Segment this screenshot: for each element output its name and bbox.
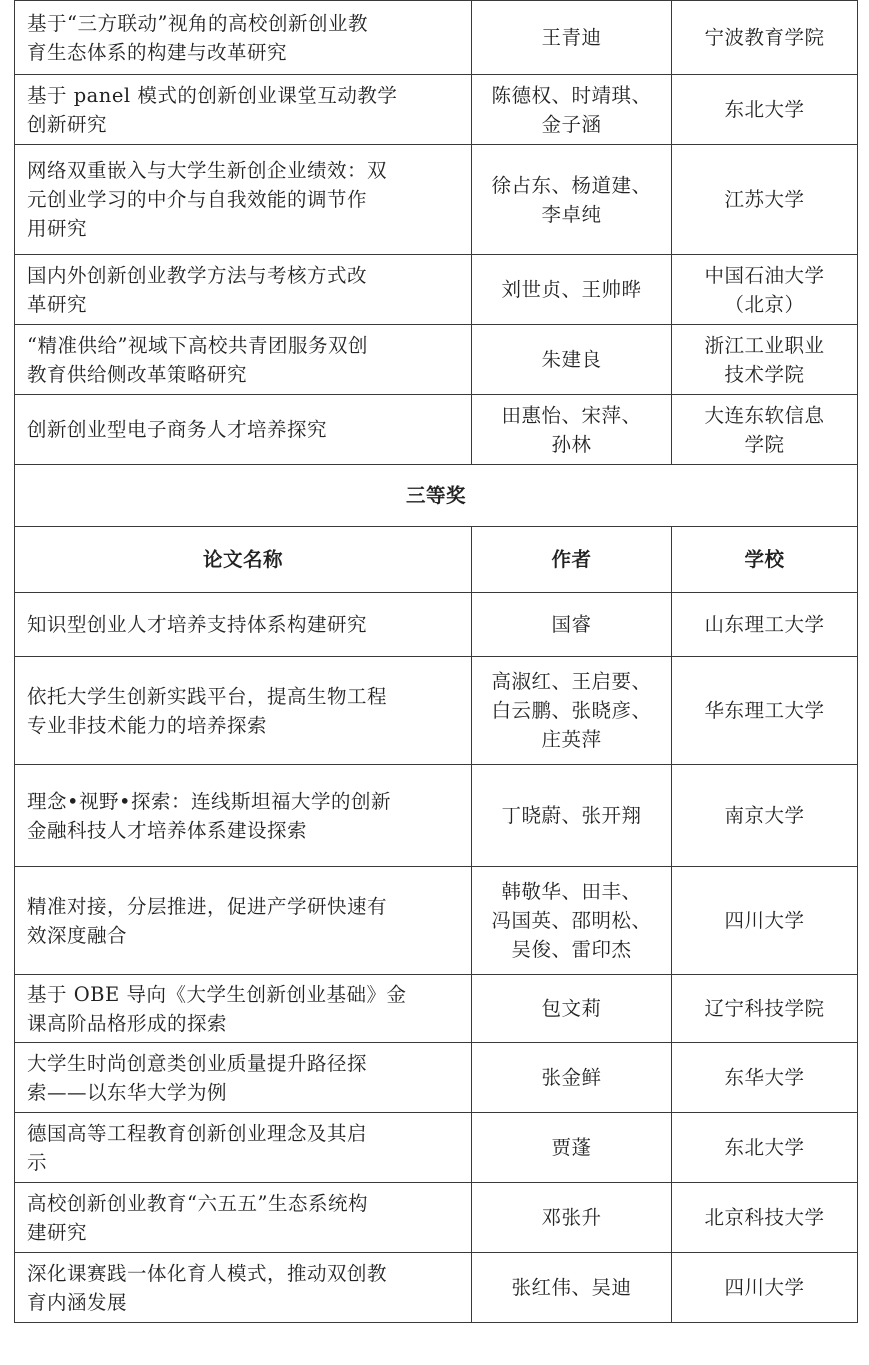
paper-title-cell-line: 革研究 <box>27 292 88 316</box>
school-cell-line: 技术学院 <box>724 362 805 386</box>
authors-cell-line: 孙林 <box>551 432 592 456</box>
school-cell <box>672 1113 858 1183</box>
school-cell-line: 南京大学 <box>724 804 805 827</box>
authors-cell-line: 张红伟、吴迪 <box>511 1276 632 1299</box>
school-cell <box>672 975 858 1043</box>
header-authors: 作者 <box>472 527 672 593</box>
paper-title-cell-line: 精准对接，分层推进，促进产学研快速有 <box>27 894 388 918</box>
third-prize-row <box>15 867 858 975</box>
header-school: 学校 <box>672 527 858 593</box>
authors-cell-line: 李卓纯 <box>541 202 602 226</box>
paper-title-cell-line: 课高阶品格形成的探索 <box>27 1011 228 1035</box>
paper-title-cell <box>15 255 472 325</box>
paper-title-cell <box>15 975 472 1043</box>
school-cell-line: 中国石油大学 <box>704 263 825 287</box>
school-cell <box>672 593 858 657</box>
school-cell-line: 辽宁科技学院 <box>704 997 825 1020</box>
authors-cell-line: 丁晓蔚、张开翔 <box>501 804 642 827</box>
paper-title-cell <box>15 1253 472 1323</box>
paper-title-cell <box>15 395 472 465</box>
paper-title-cell-line: 示 <box>27 1150 48 1174</box>
second-prize-row <box>15 395 858 465</box>
second-prize-row <box>15 145 858 255</box>
paper-title-cell-line: 大学生时尚创意类创业质量提升路径探 <box>27 1051 368 1075</box>
paper-title-cell-line: 理念•视野•探索：连线斯坦福大学的创新 <box>27 789 392 813</box>
school-cell <box>672 255 858 325</box>
authors-cell <box>472 1253 672 1323</box>
school-cell-line: （北京） <box>724 292 805 316</box>
paper-title-cell <box>15 593 472 657</box>
school-cell-line: 宁波教育学院 <box>704 26 825 49</box>
paper-title-cell-line: 基于 panel 模式的创新创业课堂互动教学 <box>27 83 398 107</box>
paper-title-cell-line: 金融科技人才培养体系建设探索 <box>27 818 308 842</box>
authors-cell-line: 包文莉 <box>541 997 602 1020</box>
award-table-body <box>15 1 858 1323</box>
authors-cell <box>472 1113 672 1183</box>
school-cell-line: 东北大学 <box>724 1136 805 1159</box>
authors-cell-line: 朱建良 <box>541 348 602 371</box>
school-cell <box>672 75 858 145</box>
paper-title-cell-line: 用研究 <box>27 217 88 240</box>
school-cell-line: 四川大学 <box>724 909 805 932</box>
paper-title-cell-line: 专业非技术能力的培养探索 <box>27 713 268 737</box>
header-paper-title: 论文名称 <box>15 527 472 593</box>
authors-cell <box>472 765 672 867</box>
authors-cell-line: 金子涵 <box>541 112 602 136</box>
authors-cell <box>472 593 672 657</box>
paper-title-cell-line: “精准供给”视域下高校共青团服务双创 <box>27 333 368 357</box>
paper-title-cell <box>15 1183 472 1253</box>
school-cell <box>672 145 858 255</box>
paper-title-cell-line: 教育供给侧改革策略研究 <box>27 362 248 386</box>
paper-title-cell-line: 建研究 <box>27 1220 88 1244</box>
third-prize-row <box>15 657 858 765</box>
school-cell <box>672 1253 858 1323</box>
paper-title-cell <box>15 325 472 395</box>
paper-title-cell-line: 育生态体系的构建与改革研究 <box>27 40 288 64</box>
school-cell-line: 东北大学 <box>724 98 805 121</box>
paper-title-cell-line: 基于 OBE 导向《大学生创新创业基础》金 <box>27 982 407 1006</box>
authors-cell <box>472 145 672 255</box>
authors-cell-line: 韩敬华、田丰、 <box>501 880 642 903</box>
school-cell-line: 华东理工大学 <box>704 699 825 722</box>
school-cell <box>672 325 858 395</box>
authors-cell <box>472 975 672 1043</box>
paper-title-cell-line: 知识型创业人才培养支持体系构建研究 <box>27 613 368 636</box>
authors-cell-line: 田惠怡、宋萍、 <box>501 403 642 427</box>
third-prize-row <box>15 1183 858 1253</box>
authors-cell <box>472 325 672 395</box>
paper-title-cell-line: 育内涵发展 <box>27 1290 128 1314</box>
school-cell-line: 北京科技大学 <box>704 1206 825 1229</box>
second-prize-row <box>15 1 858 75</box>
authors-cell-line: 张金鲜 <box>541 1066 602 1089</box>
paper-title-cell-line: 索——以东华大学为例 <box>27 1080 228 1104</box>
paper-title-cell-line: 依托大学生创新实践平台，提高生物工程 <box>27 684 388 708</box>
school-cell-line: 大连东软信息 <box>704 403 825 427</box>
school-cell-line: 四川大学 <box>724 1276 805 1299</box>
authors-cell-line: 徐占东、杨道建、 <box>491 173 652 197</box>
authors-cell <box>472 1 672 75</box>
authors-cell-line: 邓张升 <box>541 1206 602 1229</box>
authors-cell-line: 吴俊、雷印杰 <box>511 938 632 961</box>
authors-cell <box>472 1183 672 1253</box>
authors-cell <box>472 657 672 765</box>
paper-title-cell-line: 效深度融合 <box>27 923 128 947</box>
authors-cell <box>472 867 672 975</box>
authors-cell-line: 陈德权、时靖琪、 <box>491 83 652 107</box>
third-prize-row <box>15 765 858 867</box>
paper-title-cell-line: 德国高等工程教育创新创业理念及其启 <box>27 1121 368 1145</box>
authors-cell-line: 王青迪 <box>541 26 602 49</box>
paper-title-cell-line: 国内外创新创业教学方法与考核方式改 <box>27 263 368 287</box>
school-cell <box>672 1183 858 1253</box>
school-cell-line: 浙江工业职业 <box>704 333 825 357</box>
second-prize-row <box>15 325 858 395</box>
school-cell <box>672 1 858 75</box>
award-table <box>14 0 858 1323</box>
school-cell <box>672 657 858 765</box>
school-cell <box>672 867 858 975</box>
third-prize-row <box>15 1043 858 1113</box>
paper-title-cell <box>15 765 472 867</box>
second-prize-row <box>15 255 858 325</box>
authors-cell-line: 刘世贞、王帅晔 <box>501 278 642 301</box>
paper-title-cell-line: 基于“三方联动”视角的高校创新创业教 <box>27 11 368 35</box>
authors-cell-line: 庄英萍 <box>541 728 602 751</box>
paper-title-cell-line: 创新研究 <box>27 112 108 136</box>
paper-title-cell <box>15 657 472 765</box>
paper-title-cell <box>15 1043 472 1113</box>
authors-cell-line: 白云鹏、张晓彦、 <box>491 699 652 722</box>
section-title-third-prize: 三等奖 <box>15 465 858 527</box>
third-prize-row <box>15 593 858 657</box>
second-prize-row <box>15 75 858 145</box>
school-cell <box>672 1043 858 1113</box>
authors-cell <box>472 1043 672 1113</box>
school-cell-line: 学院 <box>744 432 785 456</box>
school-cell-line: 山东理工大学 <box>704 613 825 636</box>
paper-title-cell-line: 高校创新创业教育“六五五”生态系统构 <box>27 1191 368 1215</box>
authors-cell-line: 高淑红、王启要、 <box>491 670 652 693</box>
paper-title-cell <box>15 145 472 255</box>
paper-title-cell-line: 创新创业型电子商务人才培养探究 <box>27 418 328 441</box>
paper-title-cell-line: 元创业学习的中介与自我效能的调节作 <box>27 188 368 211</box>
third-prize-row <box>15 1113 858 1183</box>
authors-cell-line: 国睿 <box>551 613 592 636</box>
paper-title-cell <box>15 75 472 145</box>
paper-title-cell <box>15 1113 472 1183</box>
paper-title-cell <box>15 1 472 75</box>
authors-cell-line: 贾蓬 <box>551 1136 592 1159</box>
paper-title-cell <box>15 867 472 975</box>
school-cell <box>672 765 858 867</box>
school-cell <box>672 395 858 465</box>
paper-title-cell-line: 网络双重嵌入与大学生新创企业绩效：双 <box>27 159 388 182</box>
authors-cell <box>472 395 672 465</box>
paper-title-cell-line: 深化课赛践一体化育人模式，推动双创教 <box>27 1261 388 1285</box>
school-cell-line: 江苏大学 <box>724 188 805 211</box>
school-cell-line: 东华大学 <box>724 1066 805 1089</box>
authors-cell-line: 冯国英、邵明松、 <box>491 909 652 932</box>
authors-cell <box>472 75 672 145</box>
header-row <box>15 527 858 593</box>
section-row <box>15 465 858 527</box>
third-prize-row <box>15 975 858 1043</box>
authors-cell <box>472 255 672 325</box>
third-prize-row <box>15 1253 858 1323</box>
